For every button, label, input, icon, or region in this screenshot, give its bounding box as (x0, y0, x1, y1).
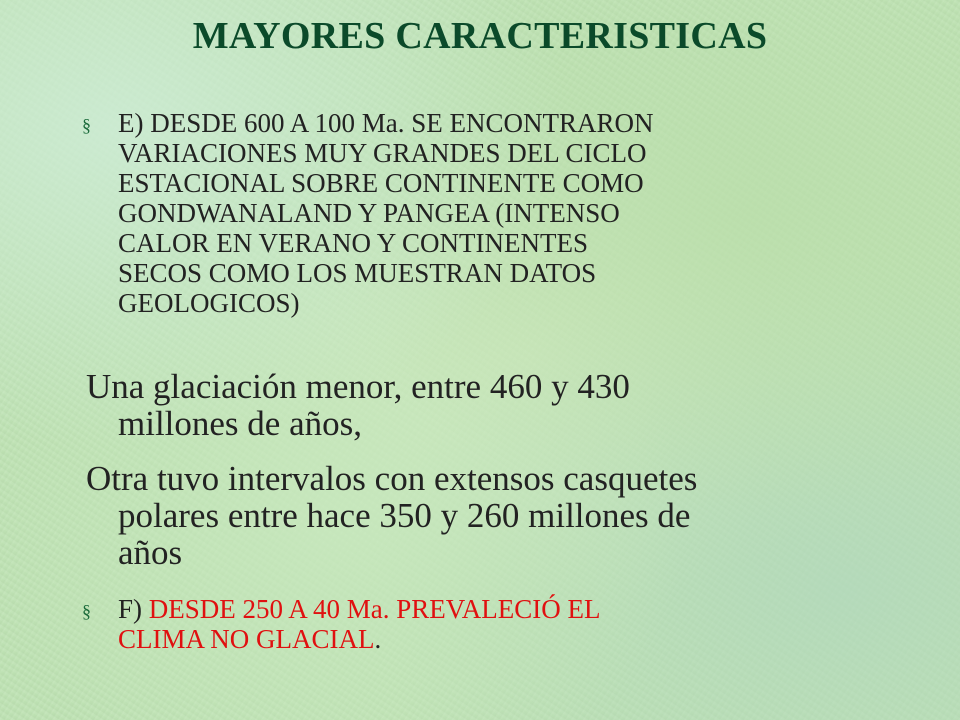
paragraph-1-line-2: millones de años, (118, 404, 362, 443)
bullet-f-highlight-2: CLIMA NO GLACIAL (118, 624, 375, 654)
bullet-f-period: . (374, 624, 382, 654)
paragraph-2-line-1: Otra tuvo intervalos con extensos casquetes (86, 459, 698, 498)
paragraph-1-line-1: Una glaciación menor, entre 460 y 430 (86, 367, 630, 406)
paragraph-2-line-2: polares entre hace 350 y 260 millones de (118, 496, 691, 535)
bullet-e-line-4: GONDWANALAND Y PANGEA (INTENSO (118, 198, 620, 228)
bullet-e-line-5: CALOR EN VERANO Y CONTINENTES (118, 228, 588, 258)
bullet-f (82, 594, 906, 654)
bullet-e-line-7: GEOLOGICOS) (118, 288, 300, 318)
bullet-e-line-1: E) DESDE 600 A 100 Ma. SE ENCONTRARON (118, 108, 654, 138)
slide-title: MAYORES CARACTERISTICAS (192, 15, 768, 57)
bullet-e-line-3: ESTACIONAL SOBRE CONTINENTE COMO (118, 168, 644, 198)
paragraph-casquetes-polares (86, 460, 906, 571)
bullet-f-line-1 (118, 594, 906, 624)
bullet-f-line-2 (118, 624, 906, 654)
paragraph-glaciacion-menor (86, 368, 906, 442)
bullet-e (82, 108, 906, 318)
bullet-marker-icon: § (82, 115, 91, 135)
bullet-e-line-6: SECOS COMO LOS MUESTRAN DATOS (118, 258, 597, 288)
bullet-e-line-2: VARIACIONES MUY GRANDES DEL CICLO (118, 138, 647, 168)
bullet-f-highlight-1: DESDE 250 A 40 Ma. PREVALECIÓ EL (148, 594, 601, 624)
bullet-marker-icon: § (82, 601, 91, 621)
bullet-f-prefix: F) (118, 594, 149, 624)
paragraph-2-line-3: años (118, 533, 183, 572)
